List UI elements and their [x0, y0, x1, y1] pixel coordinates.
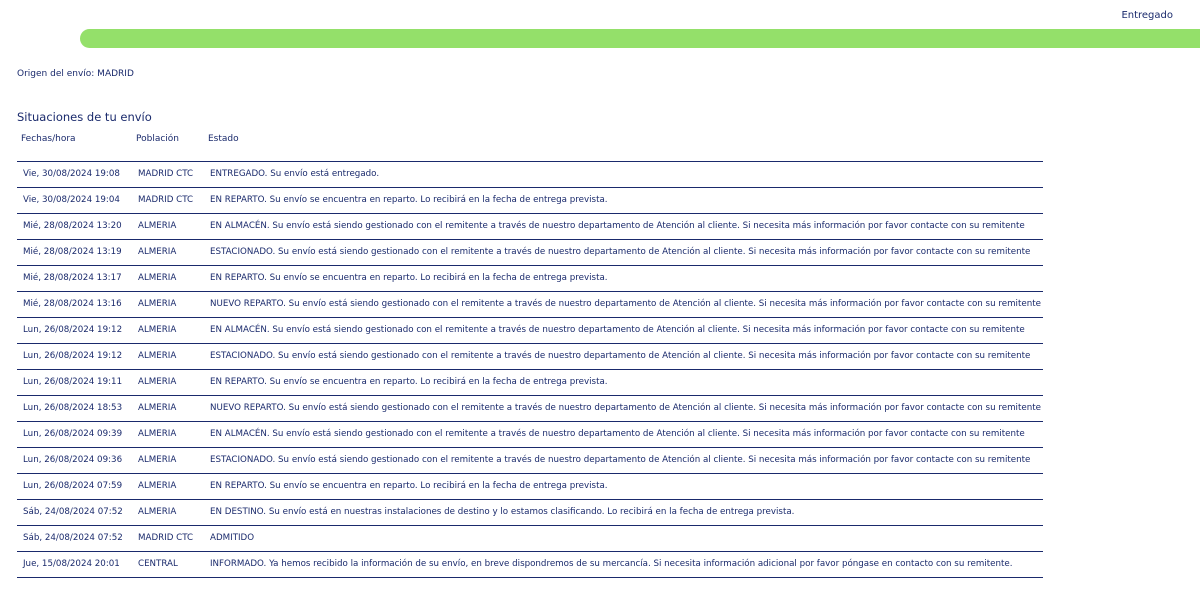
cell-fecha: Mié, 28/08/2024 13:19	[23, 247, 122, 257]
cell-estado: EN REPARTO. Su envío se encuentra en reparto. Lo recibirá en la fecha de entrega prevista.	[210, 273, 608, 283]
shipment-status-table	[17, 161, 1043, 578]
section-title: Situaciones de tu envío	[17, 110, 152, 124]
cell-estado: ESTACIONADO. Su envío está siendo gestionado con el remitente a través de nuestro departamento de Atención al cliente. Si necesita más información por favor contacte con su remitente	[210, 455, 1031, 465]
cell-estado: EN REPARTO. Su envío se encuentra en reparto. Lo recibirá en la fecha de entrega prevista.	[210, 481, 608, 491]
cell-fecha: Jue, 15/08/2024 20:01	[23, 559, 120, 569]
table-row	[17, 370, 1043, 396]
shipment-origin: Origen del envío: MADRID	[17, 69, 134, 79]
cell-poblacion: ALMERIA	[138, 481, 177, 491]
cell-fecha: Lun, 26/08/2024 07:59	[23, 481, 123, 491]
delivery-progress-bar	[80, 29, 1200, 48]
cell-fecha: Lun, 26/08/2024 09:39	[23, 429, 123, 439]
cell-poblacion: MADRID CTC	[138, 169, 194, 179]
cell-poblacion: ALMERIA	[138, 221, 177, 231]
cell-poblacion: MADRID CTC	[138, 533, 194, 543]
table-row	[17, 500, 1043, 526]
table-row	[17, 344, 1043, 370]
table-row	[17, 474, 1043, 500]
column-header-poblacion: Población	[136, 134, 180, 144]
cell-estado: EN DESTINO. Su envío está en nuestras instalaciones de destino y lo estamos clasificando. Lo recibirá en la fecha de entrega prevista.	[210, 507, 795, 517]
cell-poblacion: ALMERIA	[138, 403, 177, 413]
table-row	[17, 448, 1043, 474]
table-row	[17, 526, 1043, 552]
cell-poblacion: ALMERIA	[138, 247, 177, 257]
cell-fecha: Mié, 28/08/2024 13:20	[23, 221, 122, 231]
cell-fecha: Sáb, 24/08/2024 07:52	[23, 533, 123, 543]
delivery-status-label: Entregado	[1121, 10, 1173, 21]
table-row	[17, 162, 1043, 188]
table-row	[17, 552, 1043, 578]
cell-estado: ESTACIONADO. Su envío está siendo gestionado con el remitente a través de nuestro departamento de Atención al cliente. Si necesita más información por favor contacte con su remitente	[210, 247, 1031, 257]
cell-fecha: Vie, 30/08/2024 19:04	[23, 195, 120, 205]
cell-fecha: Lun, 26/08/2024 19:12	[23, 351, 123, 361]
cell-estado: EN ALMACÉN. Su envío está siendo gestionado con el remitente a través de nuestro departamento de Atención al cliente. Si necesita más información por favor contacte con su remitente	[210, 429, 1025, 439]
cell-estado: EN REPARTO. Su envío se encuentra en reparto. Lo recibirá en la fecha de entrega prevista.	[210, 195, 608, 205]
cell-fecha: Vie, 30/08/2024 19:08	[23, 169, 120, 179]
cell-estado: NUEVO REPARTO. Su envío está siendo gestionado con el remitente a través de nuestro departamento de Atención al cliente. Si necesita más información por favor contacte con su remitente	[210, 299, 1041, 309]
cell-poblacion: ALMERIA	[138, 455, 177, 465]
cell-fecha: Lun, 26/08/2024 19:12	[23, 325, 123, 335]
cell-poblacion: ALMERIA	[138, 351, 177, 361]
cell-estado: ADMITIDO	[210, 533, 255, 543]
table-row	[17, 266, 1043, 292]
table-row	[17, 240, 1043, 266]
cell-fecha: Lun, 26/08/2024 09:36	[23, 455, 123, 465]
cell-fecha: Mié, 28/08/2024 13:16	[23, 299, 122, 309]
cell-estado: ENTREGADO. Su envío está entregado.	[210, 169, 380, 179]
table-row	[17, 422, 1043, 448]
cell-estado: EN REPARTO. Su envío se encuentra en reparto. Lo recibirá en la fecha de entrega prevista.	[210, 377, 608, 387]
cell-fecha: Lun, 26/08/2024 19:11	[23, 377, 123, 387]
cell-estado: EN ALMACÉN. Su envío está siendo gestionado con el remitente a través de nuestro departamento de Atención al cliente. Si necesita más información por favor contacte con su remitente	[210, 325, 1025, 335]
column-header-estado: Estado	[208, 134, 239, 144]
cell-estado: ESTACIONADO. Su envío está siendo gestionado con el remitente a través de nuestro departamento de Atención al cliente. Si necesita más información por favor contacte con su remitente	[210, 351, 1031, 361]
cell-fecha: Sáb, 24/08/2024 07:52	[23, 507, 123, 517]
cell-poblacion: ALMERIA	[138, 507, 177, 517]
table-row	[17, 318, 1043, 344]
cell-poblacion: ALMERIA	[138, 273, 177, 283]
cell-poblacion: ALMERIA	[138, 325, 177, 335]
table-row	[17, 188, 1043, 214]
cell-estado: EN ALMACÉN. Su envío está siendo gestionado con el remitente a través de nuestro departamento de Atención al cliente. Si necesita más información por favor contacte con su remitente	[210, 221, 1025, 231]
cell-poblacion: ALMERIA	[138, 377, 177, 387]
cell-poblacion: MADRID CTC	[138, 195, 194, 205]
table-row	[17, 214, 1043, 240]
cell-fecha: Mié, 28/08/2024 13:17	[23, 273, 122, 283]
cell-fecha: Lun, 26/08/2024 18:53	[23, 403, 123, 413]
column-header-fecha: Fechas/hora	[21, 134, 76, 144]
cell-poblacion: ALMERIA	[138, 429, 177, 439]
cell-poblacion: CENTRAL	[138, 559, 178, 569]
cell-poblacion: ALMERIA	[138, 299, 177, 309]
table-row	[17, 396, 1043, 422]
delivery-progress-fill	[80, 29, 1200, 48]
cell-estado: NUEVO REPARTO. Su envío está siendo gestionado con el remitente a través de nuestro departamento de Atención al cliente. Si necesita más información por favor contacte con su remitente	[210, 403, 1041, 413]
cell-estado: INFORMADO. Ya hemos recibido la información de su envío, en breve dispondremos de su mercancía. Si necesita información adicional por favor póngase en contacto con su remitente.	[210, 559, 1013, 569]
table-row	[17, 292, 1043, 318]
